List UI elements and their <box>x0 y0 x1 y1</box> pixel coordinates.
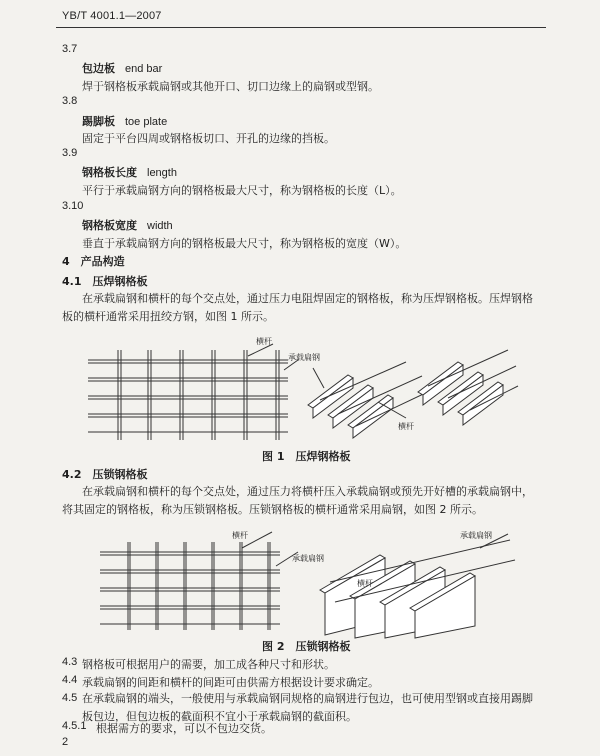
figure-1-drawing <box>88 330 518 460</box>
term-definition: 固定于平台四周或钢格板切口、开孔的边缘的挡板。 <box>82 132 335 145</box>
figure-label-crossbar-right: 横杆 <box>357 579 373 588</box>
clause-number: 4.5.1 <box>62 720 87 732</box>
header-rule <box>56 27 546 28</box>
clause-number: 4.3 <box>62 656 78 668</box>
term-title: 钢格板宽度 width <box>82 219 173 232</box>
section-heading: 4 产品构造 <box>62 255 125 268</box>
term-number: 3.10 <box>62 200 84 212</box>
clause-text: 承载扁钢的间距和横杆的间距可由供需方根据设计要求确定。 <box>82 676 379 689</box>
figure-label-bearing-bar: 承载扁钢 <box>292 554 324 563</box>
clause-number: 4.5 <box>62 692 78 704</box>
paragraph: 在承载扁钢和横杆的每个交点处，通过压力电阻焊固定的钢格板，称为压焊钢格板。压焊钢格板的横杆通常采用扭绞方钢，如图 1 所示。 <box>62 292 533 323</box>
paragraph: 在承载扁钢和横杆的每个交点处，通过压力将横杆压入承载扁钢或预先开好槽的承载扁钢中，将其固定的钢格板，称为压锁钢格板。压锁钢格板的横杆通常采用扁钢，如图 2 所示。 <box>62 485 533 516</box>
subsection-heading: 4.2 压锁钢格板 <box>62 468 148 481</box>
clause-text: 在承载扁钢的端头，一般使用与承载扁钢同规格的扁钢进行包边，也可使用型钢或直接用踢脚板包边，但包边板的截面积不宜小于承载扁钢的截面积。 <box>82 692 533 723</box>
term-number: 3.7 <box>62 43 78 55</box>
term-title: 钢格板长度 length <box>82 166 177 179</box>
figure-label-bearing-bar-right: 承载扁钢 <box>460 531 492 540</box>
standard-header: YB/T 4001.1—2007 <box>62 10 162 22</box>
term-title: 踢脚板 toe plate <box>82 115 168 128</box>
figure-2-caption: 图 2 压锁钢格板 <box>262 640 351 653</box>
term-number: 3.9 <box>62 147 78 159</box>
figure-1-caption: 图 1 压焊钢格板 <box>262 450 351 463</box>
figure-2-drawing <box>100 530 520 640</box>
clause-number: 4.4 <box>62 674 78 686</box>
term-definition: 垂直于承载扁钢方向的钢格板最大尺寸，称为钢格板的宽度（W）。 <box>82 237 407 250</box>
clause-text: 钢格板可根据用户的需要，加工成各种尺寸和形状。 <box>82 658 335 671</box>
term-title: 包边板 end bar <box>82 62 163 75</box>
clause-text: 根据需方的要求，可以不包边交货。 <box>96 722 272 735</box>
term-number: 3.8 <box>62 95 78 107</box>
subsection-heading: 4.1 压焊钢格板 <box>62 275 148 288</box>
term-definition: 焊于钢格板承载扁钢或其他开口、切口边缘上的扁钢或型钢。 <box>82 80 379 93</box>
figure-label-crossbar: 横杆 <box>256 337 272 346</box>
figure-label-crossbar: 横杆 <box>232 531 248 540</box>
figure-label-bearing-bar: 承载扁钢 <box>288 353 320 362</box>
page-number: 2 <box>62 736 69 748</box>
figure-label-crossbar-bottom: 横杆 <box>398 422 414 431</box>
term-definition: 平行于承载扁钢方向的钢格板最大尺寸，称为钢格板的长度（L）。 <box>82 184 402 197</box>
